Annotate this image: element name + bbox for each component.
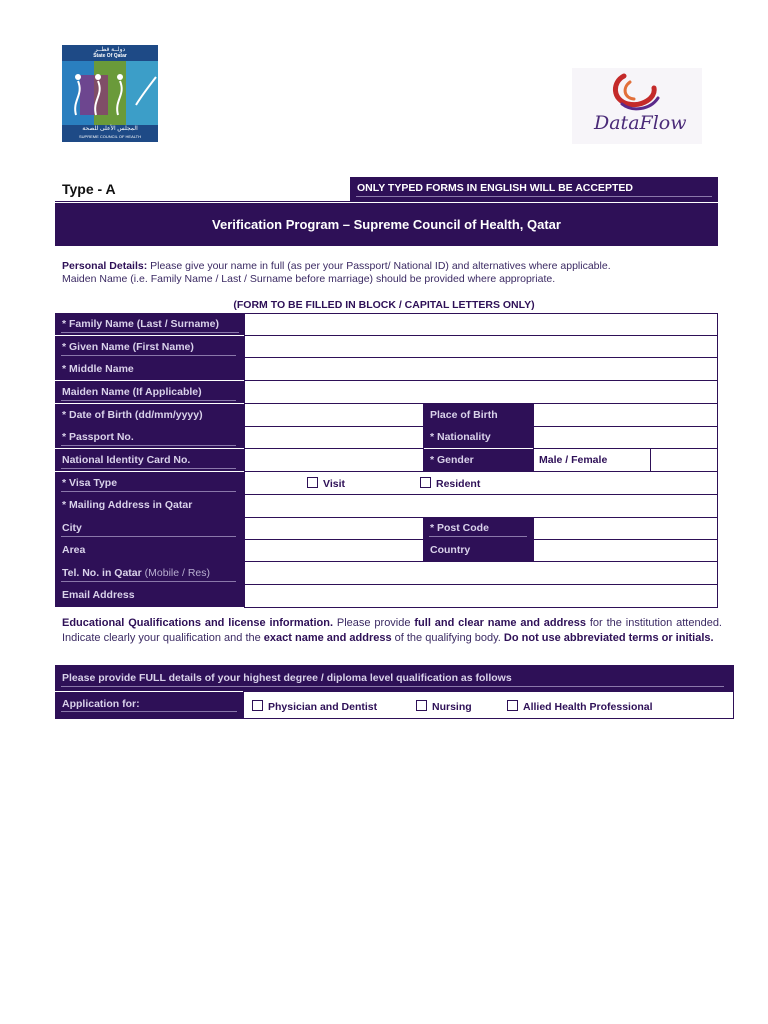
- resident-checkbox[interactable]: [420, 477, 431, 488]
- gender-label: [423, 449, 533, 471]
- edu-bold-2: full and clear name and address: [414, 617, 586, 629]
- family-name-label: [55, 313, 244, 335]
- given-name-label-text: * Given Name (First Name): [62, 341, 194, 353]
- country-input[interactable]: [533, 539, 718, 562]
- city-label: [55, 517, 244, 539]
- english-only-notice: [350, 177, 718, 201]
- middle-name-label-text: * Middle Name: [62, 363, 134, 375]
- area-label-text: Area: [62, 544, 86, 556]
- personal-intro-line1: Please give your name in full (as per your Passport/ National ID) and alternatives where applicable.: [147, 260, 611, 272]
- logo-arabic-bottom: المجلس الأعلى للصحة: [82, 126, 138, 132]
- email-label-text: Email Address: [62, 589, 135, 601]
- country-label: [423, 539, 533, 562]
- edu-text-1: Please provide: [333, 617, 415, 629]
- physician-dentist-option[interactable]: [252, 700, 377, 713]
- tel-input[interactable]: [244, 561, 718, 585]
- email-label: [55, 584, 244, 607]
- title-banner: [55, 203, 718, 246]
- logo-english-bottom: SUPREME COUNCIL OF HEALTH: [78, 134, 141, 139]
- logo-english-top: State Of Qatar: [93, 53, 127, 59]
- visit-label: Visit: [323, 478, 345, 490]
- banner-underline: [61, 686, 724, 687]
- tel-label-note: (Mobile / Res): [141, 567, 210, 579]
- place-of-birth-input[interactable]: [533, 403, 718, 427]
- area-input[interactable]: [244, 539, 424, 562]
- place-of-birth-label: [423, 404, 533, 426]
- passport-input[interactable]: [244, 426, 424, 449]
- mailing-address-label-text: * Mailing Address in Qatar: [62, 499, 193, 511]
- nationality-input[interactable]: [533, 426, 718, 449]
- country-label-text: Country: [430, 544, 471, 556]
- notice-text: ONLY TYPED FORMS IN ENGLISH WILL BE ACCEPTED: [357, 182, 633, 194]
- header-divider: [55, 201, 718, 202]
- physician-dentist-label: Physician and Dentist: [268, 701, 378, 713]
- notice-underline: [356, 196, 712, 197]
- email-input[interactable]: [244, 584, 718, 608]
- dob-input[interactable]: [244, 403, 424, 427]
- visa-visit-option[interactable]: [307, 477, 345, 490]
- nursing-label: Nursing: [432, 701, 472, 713]
- personal-details-intro: [62, 260, 722, 286]
- national-id-label-text: National Identity Card No.: [62, 454, 191, 466]
- dataflow-logo: [572, 68, 702, 144]
- block-capitals-note: (FORM TO BE FILLED IN BLOCK / CAPITAL LETTERS ONLY): [233, 299, 535, 311]
- tel-label: [55, 562, 244, 584]
- application-for-label: [55, 692, 243, 719]
- nationality-label-text: * Nationality: [430, 431, 491, 443]
- given-name-input[interactable]: [244, 335, 718, 358]
- passport-label-text: * Passport No.: [62, 431, 134, 443]
- family-name-input[interactable]: [244, 313, 718, 336]
- place-of-birth-label-text: Place of Birth: [430, 409, 498, 421]
- qualification-banner-text: Please provide FULL details of your highest degree / diploma level qualification as follows: [62, 672, 512, 684]
- application-for-label-text: Application for:: [62, 698, 140, 710]
- education-intro: [62, 616, 722, 645]
- personal-intro-line2: Maiden Name (i.e. Family Name / Last / Surname before marriage) should be provided where appropriate.: [62, 273, 556, 285]
- post-code-label-text: * Post Code: [430, 522, 489, 534]
- given-name-label: [55, 336, 244, 358]
- edu-bold-3: exact name and address: [263, 631, 392, 644]
- education-heading: Educational Qualifications and license information.: [62, 617, 334, 629]
- nationality-label: [423, 426, 533, 448]
- national-id-input[interactable]: [244, 448, 424, 472]
- visa-type-options: [244, 471, 718, 495]
- maiden-name-input[interactable]: [244, 380, 718, 404]
- mailing-address-input[interactable]: [244, 494, 718, 518]
- dataflow-wordmark: DataFlow: [594, 112, 687, 134]
- allied-health-option[interactable]: [507, 700, 653, 713]
- allied-health-checkbox[interactable]: [507, 700, 518, 711]
- visit-checkbox[interactable]: [307, 477, 318, 488]
- state-of-qatar-logo: [62, 45, 158, 142]
- page-title: Verification Program – Supreme Council of Health, Qatar: [212, 217, 561, 232]
- application-options: [243, 691, 734, 719]
- visa-resident-option[interactable]: [420, 477, 480, 490]
- passport-label: [55, 426, 244, 448]
- resident-label: Resident: [436, 478, 481, 490]
- visa-type-label-text: * Visa Type: [62, 477, 118, 489]
- post-code-label: [423, 517, 533, 539]
- gender-input[interactable]: [650, 448, 718, 472]
- national-id-label: [55, 449, 244, 471]
- nursing-option[interactable]: [416, 700, 472, 713]
- mailing-address-label: [55, 494, 244, 517]
- maiden-name-label-text: Maiden Name (If Applicable): [62, 386, 202, 398]
- maiden-name-label: [55, 381, 244, 403]
- tel-label-text: Tel. No. in Qatar: [62, 567, 142, 579]
- dob-label-text: * Date of Birth (dd/mm/yyyy): [62, 409, 203, 421]
- post-code-input[interactable]: [533, 517, 718, 540]
- allied-health-label: Allied Health Professional: [523, 701, 653, 713]
- gender-options-text: Male / Female: [539, 454, 608, 466]
- physician-dentist-checkbox[interactable]: [252, 700, 263, 711]
- city-input[interactable]: [244, 517, 424, 540]
- gender-label-text: * Gender: [430, 454, 474, 466]
- dob-label: [55, 404, 244, 426]
- form-type-label: Type - A: [62, 181, 116, 197]
- edu-text-3: of the qualifying body.: [391, 631, 504, 644]
- city-label-text: City: [62, 522, 82, 534]
- personal-details-heading: Personal Details:: [62, 260, 148, 272]
- logo-arabic-top: دولــة قطــر: [94, 47, 126, 53]
- middle-name-label: [55, 358, 244, 380]
- gender-options-cell: [533, 448, 651, 472]
- family-name-label-text: * Family Name (Last / Surname): [62, 318, 219, 330]
- nursing-checkbox[interactable]: [416, 700, 427, 711]
- visa-type-label: [55, 472, 244, 494]
- edu-bold-4: Do not use abbreviated terms or initials.: [503, 631, 714, 644]
- area-label: [55, 539, 244, 562]
- edu-text-2: for the institution attended. Indicate clearly your qualification and the: [62, 617, 722, 644]
- middle-name-input[interactable]: [244, 357, 718, 381]
- qualification-banner: [55, 665, 734, 691]
